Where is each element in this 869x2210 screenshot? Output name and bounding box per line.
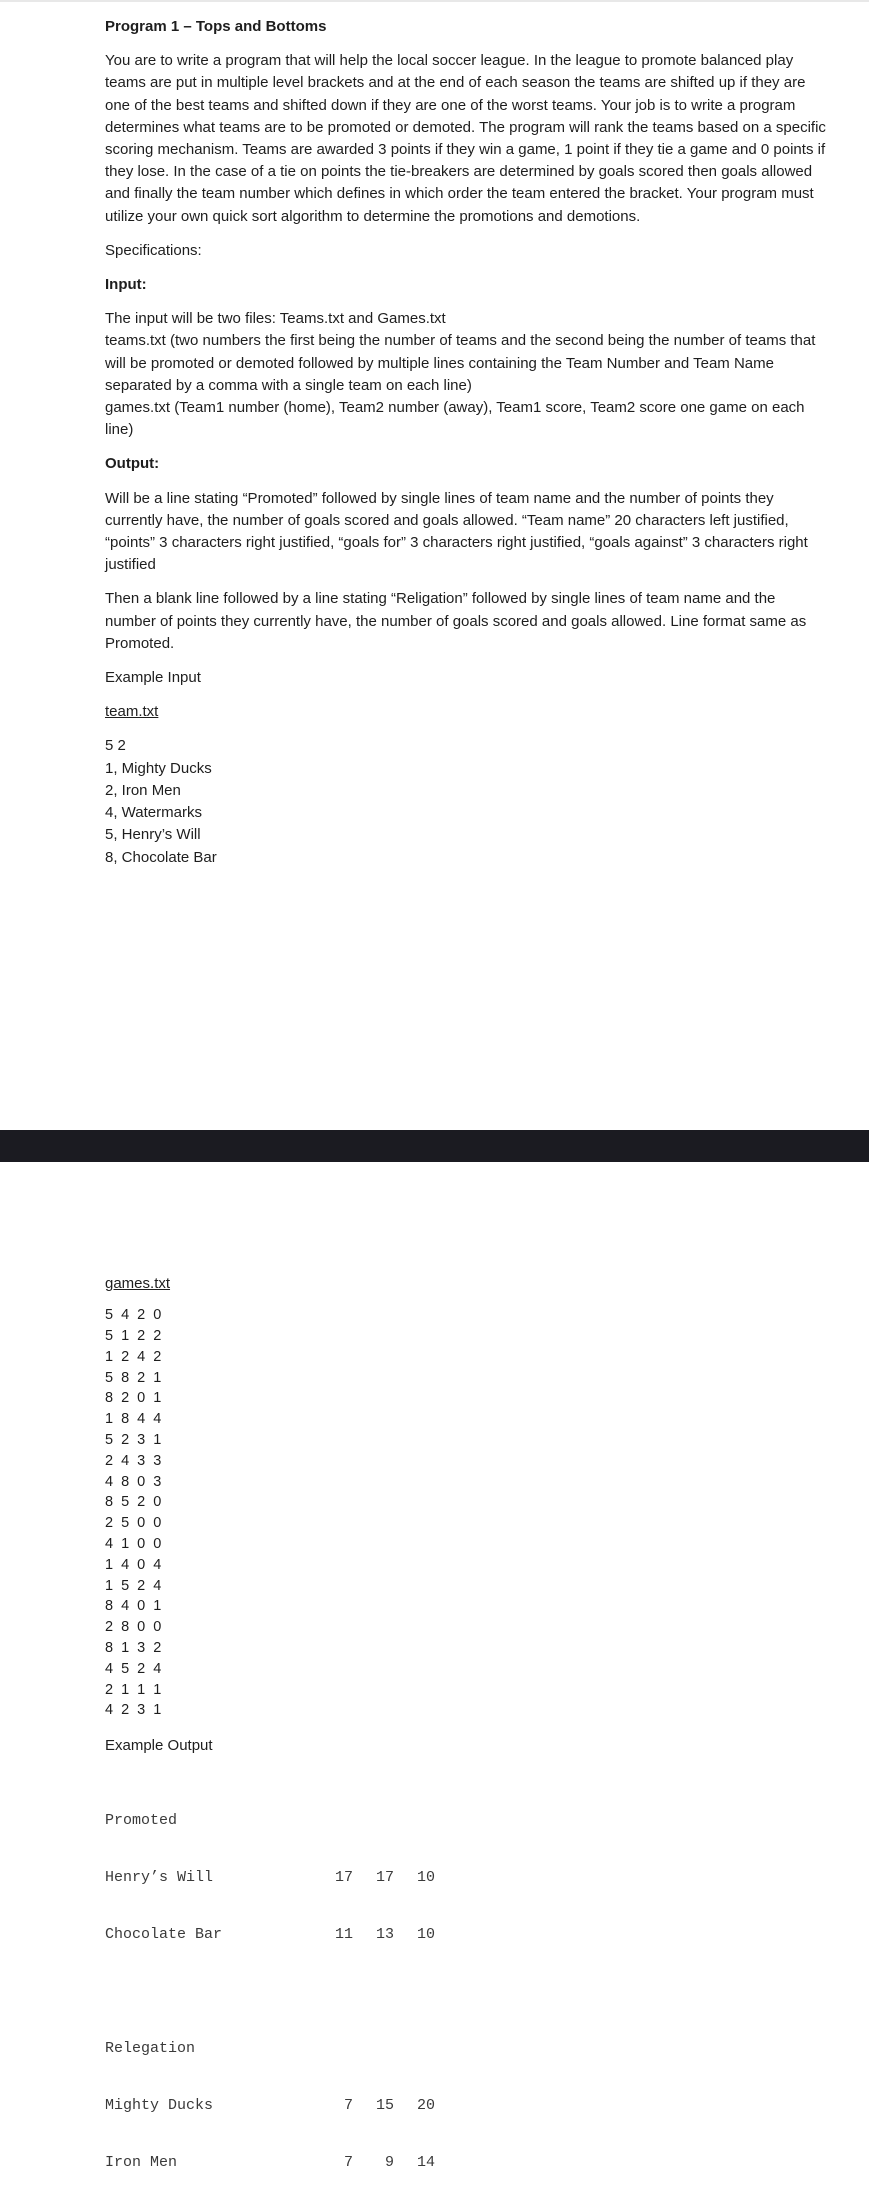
- page-break-bar: [0, 1130, 869, 1162]
- games-file-line: 4 1 0 0: [105, 1535, 164, 1552]
- team-file-line: 1, Mighty Ducks: [105, 759, 212, 777]
- team-file-line: 8, Chocolate Bar: [105, 848, 217, 866]
- top-border: [0, 0, 869, 2]
- games-file-line: 5 8 2 1: [105, 1369, 164, 1386]
- goals-for: 17: [375, 1869, 394, 1887]
- goals-for: 13: [375, 1926, 394, 1944]
- input-line-files: The input will be two files: Teams.txt and Games.txt: [105, 310, 446, 328]
- games-file-line: 1 4 0 4: [105, 1556, 164, 1573]
- games-file-line: 1 5 2 4: [105, 1577, 164, 1594]
- team-name: Henry’s Will: [105, 1869, 214, 1887]
- games-file-line: 8 5 2 0: [105, 1494, 164, 1511]
- games-file-line: 4 5 2 4: [105, 1660, 164, 1677]
- input-line-games: games.txt (Team1 number (home), Team2 number (away), Team1 score, Team2 score one game on each line): [105, 399, 805, 439]
- promoted-row: [105, 1925, 830, 1944]
- output-heading: Output:: [105, 455, 160, 473]
- input-line-teams: teams.txt (two numbers the first being the number of teams and the second being the number of teams that will be promoted or demoted followed by multiple lines containing the Team Number and Team Name separated by a comma with a single team on each line): [105, 332, 816, 394]
- page-2-content: [105, 1273, 830, 2210]
- games-file-line: 2 4 3 3: [105, 1452, 164, 1469]
- document-title: Program 1 – Tops and Bottoms: [105, 18, 327, 35]
- output-paragraph-promoted: Will be a line stating “Promoted” followed by single lines of team name and the number of points they currently have, the number of goals scored and goals allowed. “Team name” 20 characters left justified, “points” 3 characters right justified, “goals for” 3 characters right justified, “goals against” 3 characters right justified: [105, 489, 808, 574]
- team-name: Mighty Ducks: [105, 2097, 214, 2115]
- blank-line: [105, 1982, 830, 2001]
- input-heading: Input:: [105, 276, 147, 294]
- games-file-line: 2 1 1 1: [105, 1681, 164, 1698]
- games-file-line: 8 4 0 1: [105, 1598, 164, 1615]
- goals-for: 9: [384, 2154, 394, 2172]
- games-file-label: games.txt: [105, 1275, 171, 1292]
- team-file-line: 5 2: [105, 737, 126, 755]
- input-description: [105, 308, 830, 441]
- promoted-label: Promoted: [105, 1812, 178, 1830]
- specifications-label: Specifications:: [105, 241, 202, 259]
- games-file-line: 8 1 3 2: [105, 1639, 164, 1656]
- points: 11: [334, 1926, 353, 1944]
- games-file-line: 4 8 0 3: [105, 1473, 164, 1490]
- goals-against: 10: [416, 1869, 435, 1887]
- team-file-line: 5, Henry’s Will: [105, 826, 201, 844]
- goals-for: 15: [375, 2097, 394, 2115]
- relegation-label: Relegation: [105, 2040, 196, 2058]
- games-file-line: 5 4 2 0: [105, 1307, 164, 1324]
- intro-paragraph: You are to write a program that will help the local soccer league. In the league to promote balanced play teams are put in multiple level brackets and at the end of each season the teams are shifted up if they are one of the best teams and shifted down if they are one of the worst teams. Your job is to write a program determines what teams are to be promoted or demoted. The program will rank the teams based on a specific scoring mechanism. Teams are awarded 3 points if they win a game, 1 point if they tie a game and 0 points if they lose. In the case of a tie on points the tie-breakers are determined by goals scored then goals allowed and finally the team number which defines in which order the team entered the bracket. Your program must utilize your own quick sort algorithm to determine the promotions and demotions.: [105, 52, 826, 225]
- team-file-line: 2, Iron Men: [105, 781, 181, 799]
- relegation-row: [105, 2096, 830, 2115]
- games-file-line: 4 2 3 1: [105, 1702, 164, 1719]
- games-file-lines: [105, 1305, 830, 1721]
- page-1-content: [105, 16, 830, 869]
- games-file-line: 5 1 2 2: [105, 1328, 164, 1344]
- games-file-line: 1 8 4 4: [105, 1411, 164, 1428]
- example-input-label: Example Input: [105, 669, 201, 687]
- games-file-line: 5 2 3 1: [105, 1431, 164, 1448]
- example-output-block: [105, 1773, 830, 2210]
- goals-against: 20: [416, 2097, 435, 2115]
- output-paragraph-relegation: Then a blank line followed by a line stating “Religation” followed by single lines of team name and the number of points they currently have, the number of goals scored and goals allowed. Line format same as Promoted.: [105, 590, 807, 652]
- goals-against: 10: [416, 1926, 435, 1944]
- relegation-row: [105, 2153, 830, 2172]
- team-file-label: team.txt: [105, 703, 159, 721]
- games-file-line: 2 8 0 0: [105, 1619, 164, 1636]
- promoted-row: [105, 1868, 830, 1887]
- goals-against: 14: [416, 2154, 435, 2172]
- points: 7: [343, 2097, 353, 2115]
- points: 7: [343, 2154, 353, 2172]
- team-name: Chocolate Bar: [105, 1926, 223, 1944]
- example-output-label: Example Output: [105, 1737, 213, 1755]
- team-file-lines: [105, 735, 830, 868]
- team-name: Iron Men: [105, 2154, 178, 2172]
- team-file-line: 4, Watermarks: [105, 804, 202, 822]
- games-file-line: 2 5 0 0: [105, 1515, 164, 1532]
- games-file-line: 1 2 4 2: [105, 1348, 164, 1365]
- games-file-line: 8 2 0 1: [105, 1390, 164, 1407]
- points: 17: [334, 1869, 353, 1887]
